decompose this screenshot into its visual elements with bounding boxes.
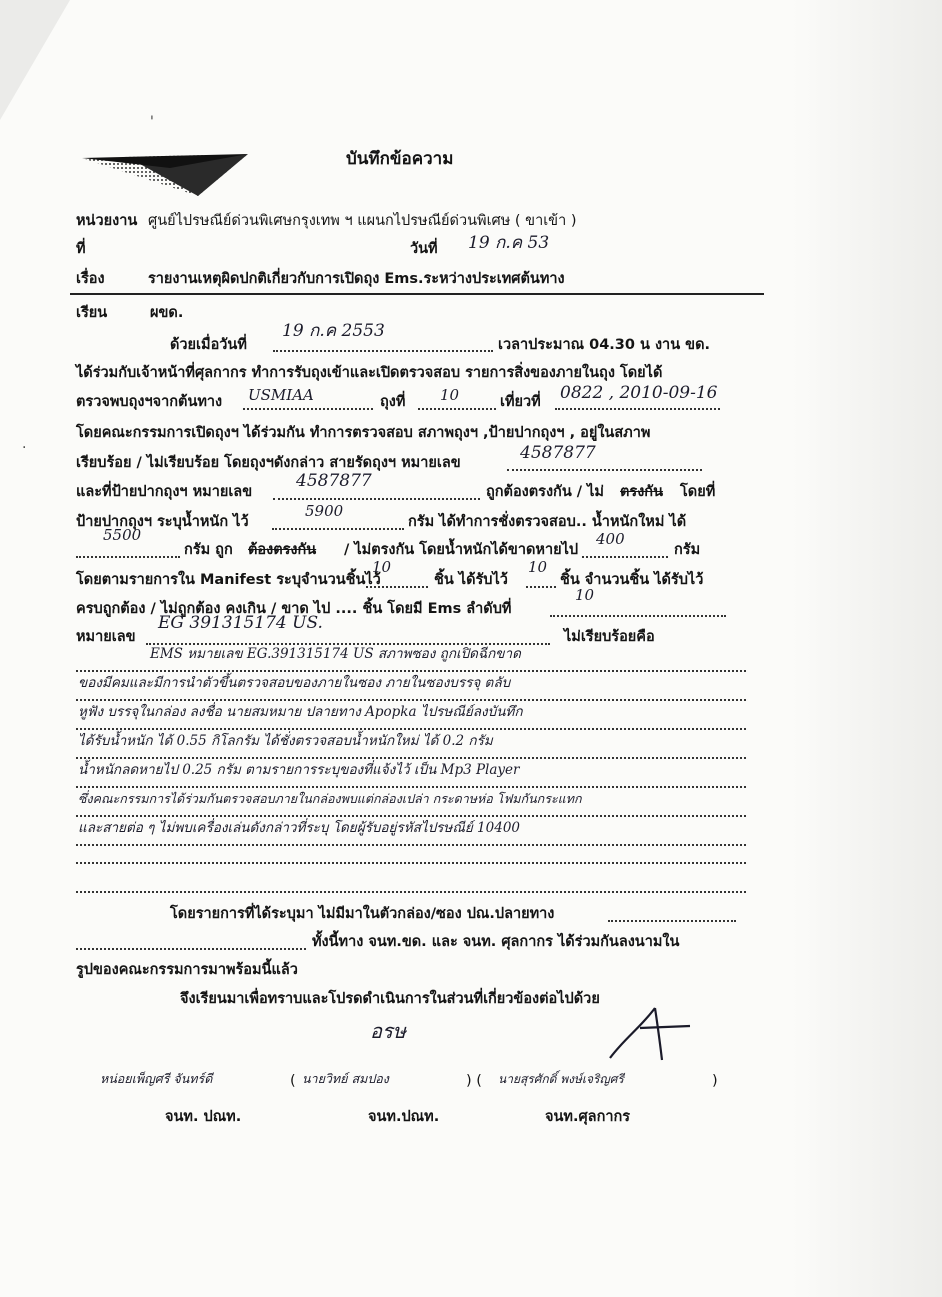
body-line-9c: ชิ้น จำนวนชิ้น ได้รับไว้ [560,572,704,588]
dotted-line [76,728,746,730]
hw-initial: อรษ [370,1019,406,1043]
hw-note-line: และสายต่อ ๆ ไม่พบเครื่องเล่นดังกล่าวที่ระบุ โดยผู้รับอยู่รหัสไปรษณีย์ 10400 [78,820,521,836]
signature-name: หน่อยเพ็ญศรี จันทร์ดี [100,1071,213,1086]
dotted-line [526,586,556,588]
body-line-3a: ตรวจพบถุงฯจากต้นทาง [76,394,223,410]
body-line-7a: ป้ายปากถุงฯ ระบุน้ำหนัก ไว้ [76,514,249,530]
hw-note-line: ซึ่งคณะกรรมการได้ร่วมกันตรวจสอบภายในกล่องพบแต่กล่องเปล่า กระดาษห่อ โฟมกันกระแทก [78,791,582,806]
signature-name: นายสุรศักดิ์ พงษ์เจริญศรี [498,1072,624,1086]
date-value: 19 ก.ค 53 [468,233,550,253]
body-line-10: ครบถูกต้อง / ไม่ถูกต้อง คงเกิน / ขาด ไป .... ชิ้น โดยมี Ems ลำดับที่ [76,601,512,617]
dotted-line [608,920,736,922]
dotted-line [76,699,746,701]
dotted-line [550,615,726,617]
hw-origin: USMIAA [248,386,314,404]
hw-note-line: หูฟัง บรรจุในกล่อง ลงชื่อ นายสมหมาย ปลายทาง Apopka ไปรษณีย์ลงบันทึก [78,704,523,720]
struck-text: ตรงกัน [620,484,663,500]
dotted-line [76,862,746,864]
signature-name: นายวิทย์ สมปอง [302,1071,389,1086]
hw-tag-no: 4587877 [296,471,372,491]
hw-flight: 0822 , 2010-09-16 [560,383,718,403]
hw-date: 19 ก.ค 2553 [282,321,385,341]
dotted-line [76,556,180,558]
hw-weight-tag: 5900 [305,502,344,520]
hw-ems-number: EG 391315174 US. [158,613,323,633]
body-line-11b: ไม่เรียบร้อยคือ [564,629,655,645]
hw-bag-no: 10 [440,386,460,404]
subject-value: รายงานเหตุผิดปกติเกี่ยวกับการเปิดถุง Ems.ระหว่างประเทศต้นทาง [148,271,565,287]
body-line-9a: โดยตามรายการใน Manifest ระบุจำนวนชิ้นไว้ [76,572,381,588]
hw-ems-order: 10 [575,586,595,604]
hw-pieces-manifest: 10 [372,558,392,576]
dotted-line [76,844,746,846]
signature-role: จนท. ปณท. [165,1109,242,1125]
header-rule [70,293,764,295]
dotted-line [243,408,373,410]
dotted-line [272,528,404,530]
dotted-line [507,469,702,471]
dotted-line [76,757,746,759]
struck-text: ต้องตรงกัน [248,542,317,558]
scan-speck: ' [150,114,154,130]
paren: ) ( [466,1073,482,1089]
hw-weight-lost: 400 [596,530,625,548]
salutation-value: ผขด. [150,305,184,321]
subject-label: เรื่อง [76,271,105,287]
date-label: วันที่ [410,241,438,257]
folded-corner [0,0,70,120]
agency-label: หน่วยงาน [76,213,138,229]
dotted-line [76,815,746,817]
dotted-line [418,408,496,410]
hw-note-line: EMS หมายเลข EG.391315174 US สภาพซอง ถูกเปิดฉีกขาด [150,646,521,662]
paren: ) [712,1073,718,1089]
dotted-line [582,556,668,558]
dotted-line [76,948,306,950]
body-line-8c: / ไม่ตรงกัน โดยน้ำหนักได้ขาดหายไป [344,542,579,558]
body-line-3c: เที่ยวที่ [500,394,541,410]
signature-role: จนท.ปณท. [368,1109,440,1125]
dotted-line [273,498,480,500]
hw-note-line: น้ำหนักลดหายไป 0.25 กรัม ตามรายการระบุของที่แจ้งไว้ เป็น Mp3 Player [78,762,520,778]
body-line-7b: กรัม ได้ทำการชั่งตรวจสอบ.. น้ำหนักใหม่ ได้ [408,514,687,530]
body-line-9b: ชิ้น ได้รับไว้ [434,572,508,588]
body-line-6b: ถูกต้องตรงกัน / ไม่ [486,484,604,500]
body-line-8a: กรัม ถูก [184,542,233,558]
closing-line-1: โดยรายการที่ได้ระบุมา ไม่มีมาในตัวกล่อง/ซอง ปณ.ปลายทาง [170,906,555,922]
hw-note-line: ของมีคมและมีการนำตัวขึ้นตรวจสอบของภายในซอง ภายในซองบรรจุ ตลับ [78,675,511,691]
dotted-line [76,670,746,672]
customs-signature-flourish [600,998,700,1066]
body-line-4: โดยคณะกรรมการเปิดถุงฯ ได้ร่วมกัน ทำการตรวจสอบ สภาพถุงฯ ,ป้ายปากถุงฯ , อยู่ในสภาพ [76,425,651,441]
body-line-2: ได้ร่วมกับเจ้าหน้าที่ศุลกากร ทำการรับถุงเข้าและเปิดตรวจสอบ รายการสิ่งของภายในถุง โดยได้ [76,365,663,381]
thailand-post-logo-icon [80,150,250,200]
closing-line-3: รูปของคณะกรรมการมาพร้อมนี้แล้ว [76,962,298,978]
body-line-1b: เวลาประมาณ 04.30 น งาน ขด. [498,337,710,353]
signature-role: จนท.ศุลกากร [545,1109,631,1125]
body-line-1a: ด้วยเมื่อวันที่ [170,337,247,353]
hw-note-line: ได้รับน้ำหนัก ได้ 0.55 กิโลกรัม ได้ชั่งตรวจสอบน้ำหนักใหม่ ได้ 0.2 กรัม [78,733,493,749]
agency-value: ศูนย์ไปรษณีย์ด่วนพิเศษกรุงเทพ ฯ แผนกไปรษณีย์ด่วนพิเศษ ( ขาเข้า ) [148,213,577,229]
hw-weight-new: 5500 [103,526,142,544]
dotted-line [273,350,493,352]
closing-line-4: จึงเรียนมาเพื่อทราบและโปรดดำเนินการในส่วนที่เกี่ยวข้องต่อไปด้วย [180,991,600,1007]
dotted-line [76,891,746,893]
body-line-6a: และที่ป้ายปากถุงฯ หมายเลข [76,484,253,500]
body-line-8d: กรัม [674,542,701,558]
body-line-3b: ถุงที่ [380,394,406,410]
body-line-6d: โดยที่ [680,484,716,500]
paren: ( [290,1073,296,1089]
body-line-5: เรียบร้อย / ไม่เรียบร้อย โดยถุงฯดังกล่าว สายรัดถุงฯ หมายเลข [76,455,461,471]
closing-line-2: ทั้งนี้ทาง จนท.ขด. และ จนท. ศุลกากร ได้ร่วมกันลงนามใน [312,934,680,950]
scan-edge-shadow [792,0,942,1297]
hw-seal-no: 4587877 [520,443,596,463]
salutation-label: เรียน [76,305,108,321]
dotted-line [555,408,720,410]
memo-title: บันทึกข้อความ [346,149,454,169]
hw-pieces-received: 10 [528,558,548,576]
dotted-line [76,786,746,788]
at-label: ที่ [76,241,86,257]
body-line-11a: หมายเลข [76,629,136,645]
scan-speck: · [22,440,27,456]
dotted-line [366,586,428,588]
